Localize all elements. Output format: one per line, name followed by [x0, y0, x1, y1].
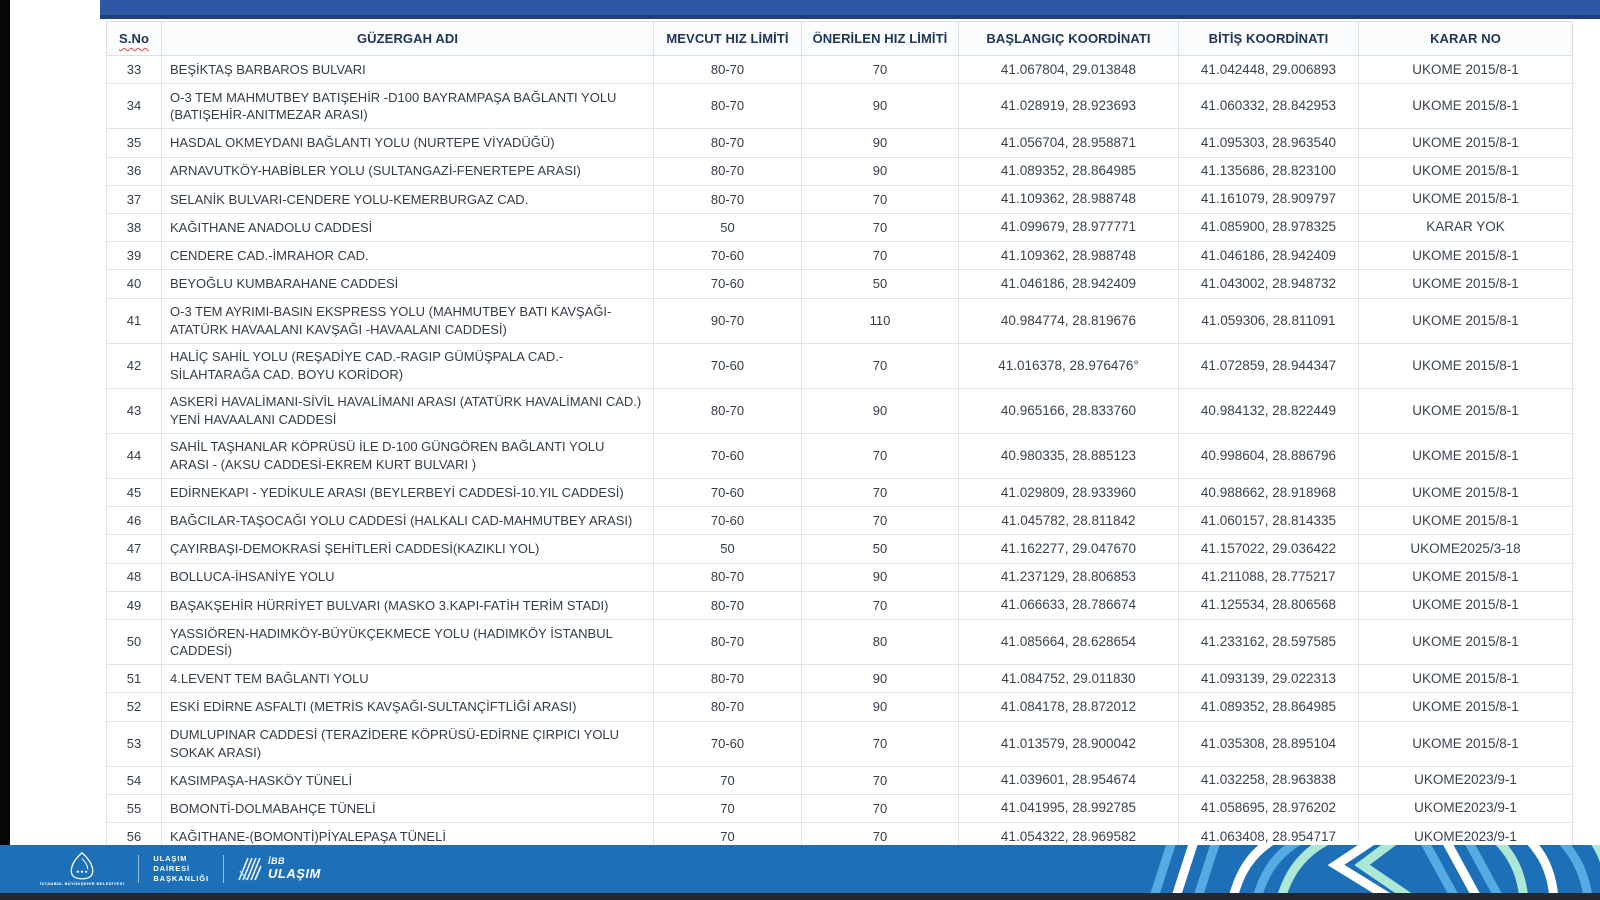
decision-no: UKOME2023/9-1 [1359, 766, 1573, 794]
row-no: 50 [107, 620, 162, 665]
current-speed-limit: 70 [654, 794, 802, 822]
row-no: 47 [107, 535, 162, 563]
route-name: 4.LEVENT TEM BAĞLANTI YOLU [162, 665, 654, 693]
table-row [107, 433, 1573, 478]
row-no: 34 [107, 84, 162, 129]
end-coordinate: 41.059306, 28.811091 [1179, 298, 1359, 343]
start-coordinate: 41.084752, 29.011830 [959, 665, 1179, 693]
start-coordinate: 41.099679, 28.977771 [959, 213, 1179, 241]
end-coordinate: 40.998604, 28.886796 [1179, 433, 1359, 478]
end-coordinate: 41.095303, 28.963540 [1179, 129, 1359, 157]
start-coordinate: 41.041995, 28.992785 [959, 794, 1179, 822]
decision-no: UKOME 2015/8-1 [1359, 721, 1573, 766]
current-speed-limit: 80-70 [654, 157, 802, 185]
end-coordinate: 41.233162, 28.597585 [1179, 620, 1359, 665]
decision-no: UKOME 2015/8-1 [1359, 270, 1573, 298]
table-row [107, 84, 1573, 129]
route-name: ASKERİ HAVALİMANI-SİVİL HAVALİMANI ARASI (ATATÜRK HAVALİMANI CAD.) YENİ HAVAALANI CADDESİ [162, 388, 654, 433]
ibb-ulasim-wordmark [268, 857, 321, 880]
route-name: BOLLUCA-İHSANİYE YOLU [162, 563, 654, 591]
footer-logos [40, 845, 321, 893]
proposed-speed-limit: 70 [802, 56, 959, 84]
start-coordinate: 41.109362, 28.988748 [959, 185, 1179, 213]
department-line-3: BAŞKANLIĞI [153, 874, 209, 884]
route-name: O-3 TEM AYRIMI-BASIN EKSPRESS YOLU (MAHMUTBEY BATI KAVŞAĞI-ATATÜRK HAVAALANI KAVŞAĞI -HAVAALANI CADDESİ) [162, 298, 654, 343]
decision-no: UKOME 2015/8-1 [1359, 298, 1573, 343]
route-name: ÇAYIRBAŞI-DEMOKRASİ ŞEHİTLERİ CADDESİ(KAZIKLI YOL) [162, 535, 654, 563]
end-coordinate: 41.058695, 28.976202 [1179, 794, 1359, 822]
ibb-emblem-caption: İSTANBUL BÜYÜKŞEHİR BELEDİYESİ [40, 881, 125, 886]
route-name: BEŞİKTAŞ BARBAROS BULVARI [162, 56, 654, 84]
current-speed-limit: 50 [654, 213, 802, 241]
end-coordinate: 41.085900, 28.978325 [1179, 213, 1359, 241]
brand-line-1: İBB [267, 856, 285, 867]
decision-no: UKOME 2015/8-1 [1359, 388, 1573, 433]
row-no: 51 [107, 665, 162, 693]
decision-no: UKOME 2015/8-1 [1359, 129, 1573, 157]
row-no: 43 [107, 388, 162, 433]
start-coordinate: 41.028919, 28.923693 [959, 84, 1179, 129]
department-line-1: ULAŞIM [153, 853, 188, 863]
start-coordinate: 40.984774, 28.819676 [959, 298, 1179, 343]
start-coordinate: 41.162277, 29.047670 [959, 535, 1179, 563]
header-row [107, 22, 1573, 56]
footer-divider [223, 855, 224, 883]
header-decision-no: KARAR NO [1359, 22, 1573, 56]
start-coordinate: 41.029809, 28.933960 [959, 479, 1179, 507]
proposed-speed-limit: 70 [802, 343, 959, 388]
current-speed-limit: 70-60 [654, 270, 802, 298]
end-coordinate: 40.988662, 28.918968 [1179, 479, 1359, 507]
decision-no: UKOME2025/3-18 [1359, 535, 1573, 563]
proposed-speed-limit: 50 [802, 270, 959, 298]
route-name: HALİÇ SAHİL YOLU (REŞADİYE CAD.-RAGIP GÜMÜŞPALA CAD.-SİLAHTARAĞA CAD. BOYU KORİDOR) [162, 343, 654, 388]
table-row [107, 213, 1573, 241]
row-no: 54 [107, 766, 162, 794]
current-speed-limit: 80-70 [654, 665, 802, 693]
row-no: 53 [107, 721, 162, 766]
ibb-emblem-icon [69, 852, 95, 880]
current-speed-limit: 70-60 [654, 507, 802, 535]
decision-no: UKOME 2015/8-1 [1359, 665, 1573, 693]
decision-no: UKOME 2015/8-1 [1359, 343, 1573, 388]
start-coordinate: 40.965166, 28.833760 [959, 388, 1179, 433]
end-coordinate: 41.135686, 28.823100 [1179, 157, 1359, 185]
decision-no: KARAR YOK [1359, 213, 1573, 241]
proposed-speed-limit: 70 [802, 766, 959, 794]
route-name: BEYOĞLU KUMBARAHANE CADDESİ [162, 270, 654, 298]
current-speed-limit: 70 [654, 823, 802, 851]
end-coordinate: 41.089352, 28.864985 [1179, 693, 1359, 721]
header-sno [107, 22, 162, 56]
table-row [107, 185, 1573, 213]
top-accent-bar [100, 0, 1600, 19]
start-coordinate: 41.039601, 28.954674 [959, 766, 1179, 794]
table-row [107, 794, 1573, 822]
header-sno-label: S.No [118, 31, 149, 46]
table-row [107, 535, 1573, 563]
end-coordinate: 41.211088, 28.775217 [1179, 563, 1359, 591]
decision-no: UKOME 2015/8-1 [1359, 157, 1573, 185]
decision-no: UKOME 2015/8-1 [1359, 479, 1573, 507]
row-no: 45 [107, 479, 162, 507]
current-speed-limit: 70-60 [654, 721, 802, 766]
left-edge-strip [0, 0, 10, 845]
start-coordinate: 41.089352, 28.864985 [959, 157, 1179, 185]
bottom-edge-strip [0, 893, 1600, 900]
proposed-speed-limit: 90 [802, 563, 959, 591]
end-coordinate: 41.157022, 29.036422 [1179, 535, 1359, 563]
ibb-emblem-block [40, 852, 124, 886]
route-name: HASDAL OKMEYDANI BAĞLANTI YOLU (NURTEPE VİYADÜĞÜ) [162, 129, 654, 157]
table-row [107, 270, 1573, 298]
proposed-speed-limit: 70 [802, 591, 959, 619]
decision-no: UKOME2023/9-1 [1359, 823, 1573, 851]
proposed-speed-limit: 70 [802, 721, 959, 766]
proposed-speed-limit: 90 [802, 693, 959, 721]
table-row [107, 766, 1573, 794]
current-speed-limit: 90-70 [654, 298, 802, 343]
table-row [107, 298, 1573, 343]
decision-no: UKOME 2015/8-1 [1359, 563, 1573, 591]
start-coordinate: 41.066633, 28.786674 [959, 591, 1179, 619]
route-name: KAĞITHANE-(BOMONTİ)PİYALEPAŞA TÜNELİ [162, 823, 654, 851]
proposed-speed-limit: 110 [802, 298, 959, 343]
table-row [107, 721, 1573, 766]
current-speed-limit: 80-70 [654, 388, 802, 433]
proposed-speed-limit: 50 [802, 535, 959, 563]
row-no: 39 [107, 242, 162, 270]
proposed-speed-limit: 90 [802, 388, 959, 433]
table-row [107, 157, 1573, 185]
table-row [107, 242, 1573, 270]
start-coordinate: 41.067804, 29.013848 [959, 56, 1179, 84]
header-current-speed-limit: MEVCUT HIZ LİMİTİ [654, 22, 802, 56]
start-coordinate: 41.109362, 28.988748 [959, 242, 1179, 270]
route-name: SELANİK BULVARI-CENDERE YOLU-KEMERBURGAZ CAD. [162, 185, 654, 213]
department-line-2: DAİRESİ [153, 863, 191, 873]
row-no: 40 [107, 270, 162, 298]
route-name: BAĞCILAR-TAŞOCAĞI YOLU CADDESİ (HALKALI CAD-MAHMUTBEY ARASI) [162, 507, 654, 535]
end-coordinate: 41.043002, 28.948732 [1179, 270, 1359, 298]
start-coordinate: 41.237129, 28.806853 [959, 563, 1179, 591]
footer-bar [0, 845, 1600, 893]
route-name: KAĞITHANE ANADOLU CADDESİ [162, 213, 654, 241]
route-name: CENDERE CAD.-İMRAHOR CAD. [162, 242, 654, 270]
current-speed-limit: 50 [654, 535, 802, 563]
decision-no: UKOME 2015/8-1 [1359, 84, 1573, 129]
end-coordinate: 41.060157, 28.814335 [1179, 507, 1359, 535]
end-coordinate: 40.984132, 28.822449 [1179, 388, 1359, 433]
table-row [107, 620, 1573, 665]
table-body [107, 56, 1573, 851]
route-name: YASSIÖREN-HADIMKÖY-BÜYÜKÇEKMECE YOLU (HADIMKÖY İSTANBUL CADDESİ) [162, 620, 654, 665]
proposed-speed-limit: 70 [802, 242, 959, 270]
end-coordinate: 41.035308, 28.895104 [1179, 721, 1359, 766]
end-coordinate: 41.161079, 28.909797 [1179, 185, 1359, 213]
route-name: ARNAVUTKÖY-HABİBLER YOLU (SULTANGAZİ-FENERTEPE ARASI) [162, 157, 654, 185]
end-coordinate: 41.032258, 28.963838 [1179, 766, 1359, 794]
decision-no: UKOME 2015/8-1 [1359, 433, 1573, 478]
current-speed-limit: 80-70 [654, 693, 802, 721]
proposed-speed-limit: 90 [802, 157, 959, 185]
brand-line-2: ULAŞIM [267, 865, 321, 881]
proposed-speed-limit: 70 [802, 794, 959, 822]
row-no: 33 [107, 56, 162, 84]
current-speed-limit: 80-70 [654, 620, 802, 665]
end-coordinate: 41.093139, 29.022313 [1179, 665, 1359, 693]
current-speed-limit: 80-70 [654, 563, 802, 591]
header-route-name: GÜZERGAH ADI [162, 22, 654, 56]
row-no: 38 [107, 213, 162, 241]
route-name: O-3 TEM MAHMUTBEY BATIŞEHİR -D100 BAYRAMPAŞA BAĞLANTI YOLU (BATIŞEHİR-ANITMEZAR ARASI) [162, 84, 654, 129]
proposed-speed-limit: 90 [802, 129, 959, 157]
wave-pattern-decoration [1140, 845, 1600, 893]
table-row [107, 56, 1573, 84]
row-no: 55 [107, 794, 162, 822]
row-no: 37 [107, 185, 162, 213]
proposed-speed-limit: 70 [802, 479, 959, 507]
decision-no: UKOME 2015/8-1 [1359, 620, 1573, 665]
start-coordinate: 41.046186, 28.942409 [959, 270, 1179, 298]
header-start-coordinate: BAŞLANGIÇ KOORDİNATI [959, 22, 1179, 56]
header-end-coordinate: BİTİŞ KOORDİNATI [1179, 22, 1359, 56]
table-row [107, 665, 1573, 693]
route-name: BAŞAKŞEHİR HÜRRİYET BULVARI (MASKO 3.KAPI-FATİH TERİM STADI) [162, 591, 654, 619]
start-coordinate: 41.013579, 28.900042 [959, 721, 1179, 766]
table-row [107, 343, 1573, 388]
speed-limit-table [106, 21, 1573, 851]
row-no: 49 [107, 591, 162, 619]
proposed-speed-limit: 90 [802, 665, 959, 693]
speed-limit-table-container [106, 21, 1572, 851]
proposed-speed-limit: 70 [802, 433, 959, 478]
current-speed-limit: 80-70 [654, 129, 802, 157]
decision-no: UKOME 2015/8-1 [1359, 507, 1573, 535]
row-no: 52 [107, 693, 162, 721]
table-row [107, 129, 1573, 157]
current-speed-limit: 70 [654, 766, 802, 794]
current-speed-limit: 80-70 [654, 185, 802, 213]
row-no: 44 [107, 433, 162, 478]
start-coordinate: 41.085664, 28.628654 [959, 620, 1179, 665]
decision-no: UKOME2023/9-1 [1359, 794, 1573, 822]
current-speed-limit: 70-60 [654, 433, 802, 478]
start-coordinate: 41.054322, 28.969582 [959, 823, 1179, 851]
row-no: 35 [107, 129, 162, 157]
current-speed-limit: 80-70 [654, 591, 802, 619]
proposed-speed-limit: 70 [802, 507, 959, 535]
start-coordinate: 41.084178, 28.872012 [959, 693, 1179, 721]
end-coordinate: 41.046186, 28.942409 [1179, 242, 1359, 270]
table-row [107, 388, 1573, 433]
table-row [107, 479, 1573, 507]
route-name: KASIMPAŞA-HASKÖY TÜNELİ [162, 766, 654, 794]
decision-no: UKOME 2015/8-1 [1359, 242, 1573, 270]
end-coordinate: 41.063408, 28.954717 [1179, 823, 1359, 851]
proposed-speed-limit: 70 [802, 185, 959, 213]
route-name: SAHİL TAŞHANLAR KÖPRÜSÜ İLE D-100 GÜNGÖREN BAĞLANTI YOLU ARASI - (AKSU CADDESİ-EKREM KURT BULVARI ) [162, 433, 654, 478]
proposed-speed-limit: 70 [802, 213, 959, 241]
row-no: 46 [107, 507, 162, 535]
decision-no: UKOME 2015/8-1 [1359, 591, 1573, 619]
row-no: 41 [107, 298, 162, 343]
start-coordinate: 41.056704, 28.958871 [959, 129, 1179, 157]
end-coordinate: 41.072859, 28.944347 [1179, 343, 1359, 388]
decision-no: UKOME 2015/8-1 [1359, 56, 1573, 84]
table-row [107, 591, 1573, 619]
proposed-speed-limit: 80 [802, 620, 959, 665]
route-name: BOMONTİ-DOLMABAHÇE TÜNELİ [162, 794, 654, 822]
current-speed-limit: 70-60 [654, 242, 802, 270]
header-proposed-speed-limit: ÖNERİLEN HIZ LİMİTİ [802, 22, 959, 56]
route-name: EDİRNEKAPI - YEDİKULE ARASI (BEYLERBEYİ CADDESİ-10.YIL CADDESİ) [162, 479, 654, 507]
route-name: DUMLUPINAR CADDESİ (TERAZİDERE KÖPRÜSÜ-EDİRNE ÇIRPICI YOLU SOKAK ARASI) [162, 721, 654, 766]
current-speed-limit: 70-60 [654, 479, 802, 507]
end-coordinate: 41.125534, 28.806568 [1179, 591, 1359, 619]
table-row [107, 563, 1573, 591]
current-speed-limit: 70-60 [654, 343, 802, 388]
decision-no: UKOME 2015/8-1 [1359, 185, 1573, 213]
start-coordinate: 41.016378, 28.976476° [959, 343, 1179, 388]
end-coordinate: 41.042448, 29.006893 [1179, 56, 1359, 84]
row-no: 56 [107, 823, 162, 851]
route-name: ESKİ EDİRNE ASFALTI (METRİS KAVŞAĞI-SULTANÇİFTLİĞİ ARASI) [162, 693, 654, 721]
current-speed-limit: 80-70 [654, 84, 802, 129]
ibb-ulasim-hatch-icon [238, 857, 262, 881]
row-no: 42 [107, 343, 162, 388]
decision-no: UKOME 2015/8-1 [1359, 693, 1573, 721]
row-no: 48 [107, 563, 162, 591]
table-row [107, 507, 1573, 535]
end-coordinate: 41.060332, 28.842953 [1179, 84, 1359, 129]
table-header [107, 22, 1573, 56]
table-row [107, 693, 1573, 721]
proposed-speed-limit: 90 [802, 84, 959, 129]
footer-divider [138, 855, 139, 883]
department-label [153, 854, 209, 884]
ibb-ulasim-logo [238, 857, 321, 881]
start-coordinate: 40.980335, 28.885123 [959, 433, 1179, 478]
start-coordinate: 41.045782, 28.811842 [959, 507, 1179, 535]
proposed-speed-limit: 70 [802, 823, 959, 851]
row-no: 36 [107, 157, 162, 185]
current-speed-limit: 80-70 [654, 56, 802, 84]
